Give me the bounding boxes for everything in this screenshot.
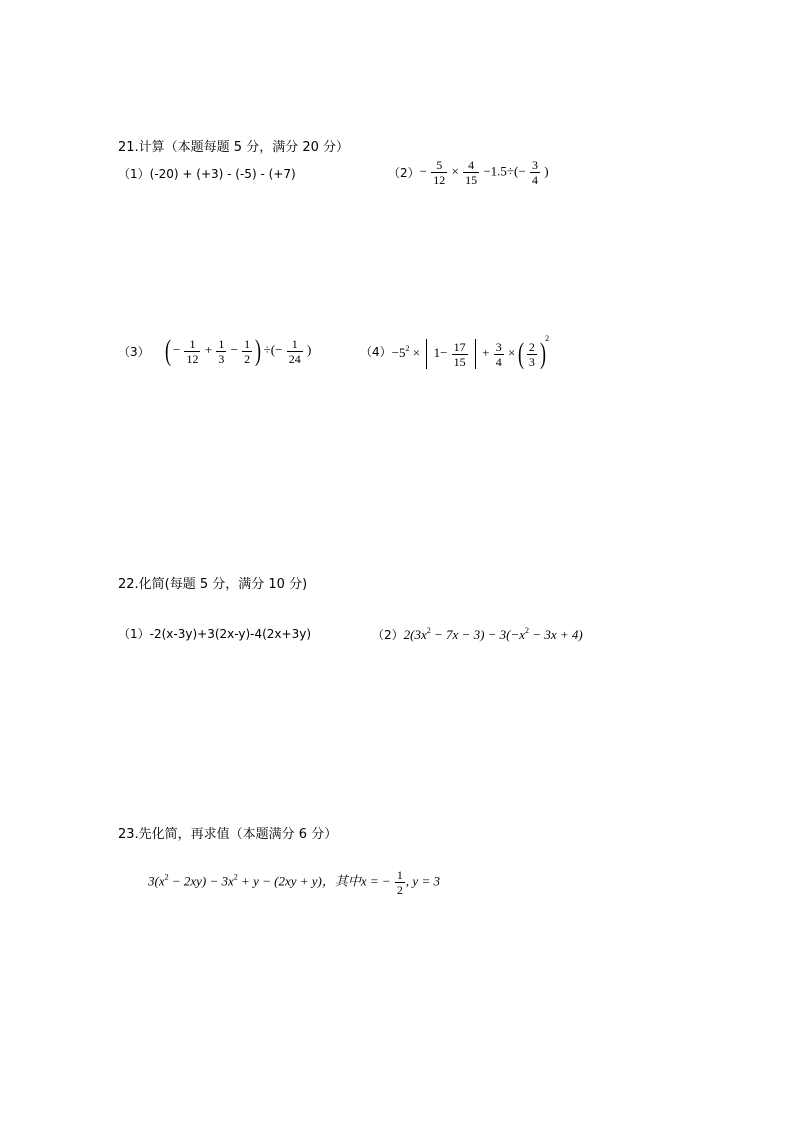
expr-segment: , y = 3 [405, 873, 440, 889]
expr-segment: + y − (2xy + y)，其中x = − [237, 873, 391, 889]
numerator: 1 [396, 868, 403, 882]
denominator: 12 [433, 173, 446, 187]
fraction [395, 868, 405, 897]
numerator: 5 [436, 158, 443, 172]
exponent: 2 [426, 626, 431, 635]
q22-heading: 22.化简(每题 5 分，满分 10 分) [118, 577, 308, 592]
numerator: 4 [468, 158, 475, 172]
numerator: 2 [528, 339, 535, 354]
plus-sign: + [204, 341, 213, 357]
right-paren: ) [255, 334, 262, 367]
fraction [216, 337, 226, 366]
expr-middle: −1.5÷(− [483, 163, 526, 179]
left-paren: ( [164, 334, 171, 367]
q21-part3-expr [166, 336, 312, 366]
q21-part4 [360, 334, 549, 369]
denominator: 24 [288, 351, 301, 366]
denominator: 15 [453, 354, 466, 369]
q21-heading: 21.计算（本题每题 5 分，满分 20 分） [118, 140, 350, 155]
q21-part1-label: （1） [118, 167, 150, 181]
fraction [184, 337, 200, 366]
exponent: 2 [405, 344, 410, 353]
expr-segment: − 7x − 3) − 3(−x [430, 627, 526, 642]
close-paren: ) [306, 341, 312, 357]
numerator: 1 [189, 336, 196, 351]
q22-part1-label: （1） [118, 627, 150, 641]
minus-sign: − [419, 163, 427, 179]
fraction [242, 337, 252, 366]
q21-part1 [118, 165, 296, 182]
denominator: 2 [396, 883, 403, 897]
q21-part2 [388, 158, 549, 187]
exponent: 2 [525, 626, 530, 635]
numerator: 17 [453, 339, 466, 354]
expr-segment: − 2xy) − 3x [168, 873, 234, 889]
q21-part3 [118, 336, 311, 366]
q22-part2-expr [404, 627, 583, 642]
denominator: 12 [186, 351, 199, 366]
q21-part3-label: （3） [118, 344, 150, 359]
times-sign: × [451, 163, 459, 179]
exponent: 2 [164, 872, 169, 882]
denominator: 4 [495, 354, 502, 369]
close-paren: ) [544, 163, 549, 179]
numerator: 1 [218, 336, 225, 351]
q21-part2-expr [420, 158, 549, 187]
q22-part2-label: （2） [372, 628, 404, 642]
expr-segment: − 3x + 4) [529, 627, 583, 642]
exponent: 2 [545, 334, 550, 343]
denominator: 15 [465, 173, 478, 187]
fraction [530, 158, 540, 187]
numerator: 1 [244, 336, 251, 351]
q22-part1 [118, 625, 311, 642]
one-minus: 1− [433, 345, 448, 360]
q23-expr [148, 868, 440, 897]
denominator: 3 [528, 354, 535, 369]
expr-segment: 3(x [148, 873, 165, 889]
denominator: 4 [531, 173, 538, 187]
exponent: 2 [233, 872, 238, 882]
times-sign: × [412, 345, 421, 360]
numerator: 3 [495, 339, 502, 354]
fraction [463, 158, 479, 187]
fraction [287, 337, 303, 366]
expr-segment: 2(3x [403, 627, 427, 642]
fraction [431, 158, 447, 187]
q22-part1-expr: -2(x-3y)+3(2x-y)-4(2x+3y) [149, 627, 312, 641]
fraction [452, 340, 468, 369]
right-paren: ) [540, 337, 547, 371]
abs-bar-left [426, 339, 427, 369]
left-paren: ( [517, 337, 524, 371]
times-sign: × [508, 345, 516, 360]
q23-expression [148, 868, 440, 897]
denominator: 3 [218, 351, 225, 366]
numerator: 1 [291, 336, 298, 351]
neg-five: −5 [391, 345, 406, 360]
fraction [494, 340, 504, 369]
q21-part4-label: （4） [360, 345, 392, 359]
minus-sign: − [172, 341, 181, 357]
numerator: 3 [531, 158, 538, 172]
denominator: 2 [244, 351, 251, 366]
q23-heading: 23.先化简，再求值（本题满分 6 分） [118, 827, 338, 842]
fraction [527, 340, 537, 369]
abs-bar-right [475, 339, 476, 369]
divide-sign: ÷(− [263, 341, 283, 357]
q21-part1-expr: (-20) + (+3) - (-5) - (+7) [149, 167, 296, 181]
minus-sign: − [230, 341, 238, 357]
q22-part2 [372, 624, 583, 643]
q21-part4-expr [392, 334, 549, 369]
plus-sign: + [482, 345, 490, 360]
q21-part2-label: （2） [388, 166, 420, 180]
